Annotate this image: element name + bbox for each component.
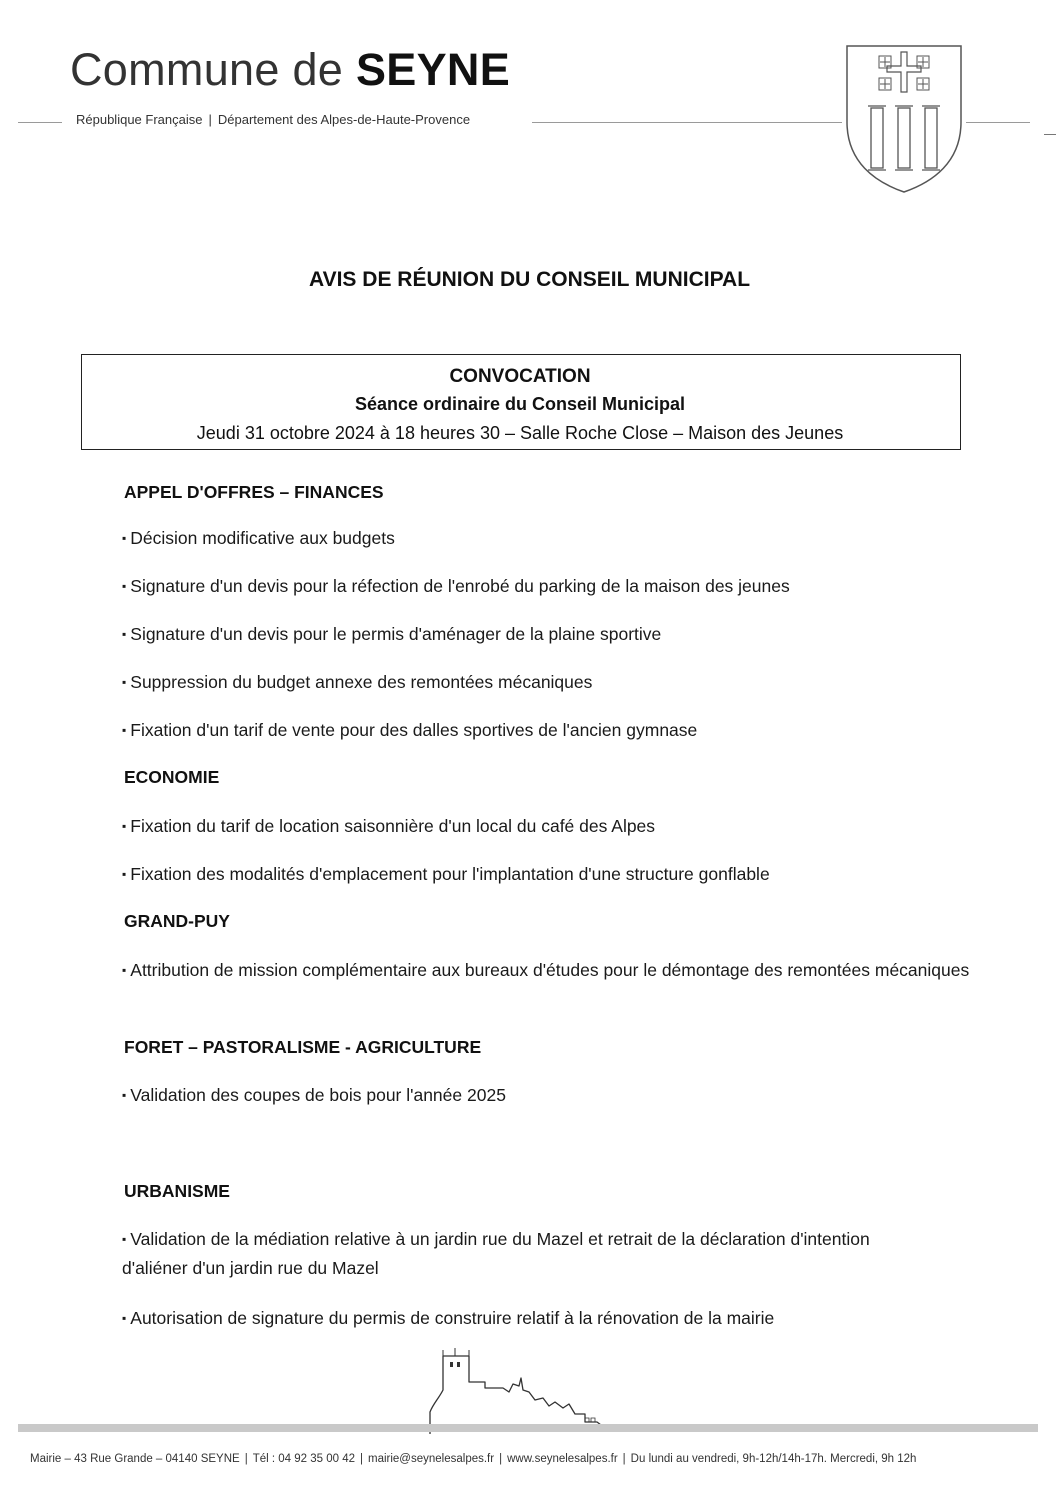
agenda-item: ▪ Fixation des modalités d'emplacement pour l'implantation d'une structure gonflable xyxy=(122,864,770,884)
convocation-title: CONVOCATION xyxy=(449,366,591,387)
agenda-item: ▪ Validation de la médiation relative à un jardin rue du Mazel et retrait de la déclaration d'intention d'aliéner d'un jardin rue du Mazel xyxy=(122,1229,870,1278)
bullet-icon: ▪ xyxy=(122,1311,127,1325)
commune-name: SEYNE xyxy=(355,44,511,95)
bullet-icon: ▪ xyxy=(122,627,127,641)
convocation-subtitle: Séance ordinaire du Conseil Municipal xyxy=(354,394,686,414)
coat-of-arms-icon xyxy=(843,42,965,194)
page-title: AVIS DE RÉUNION DU CONSEIL MUNICIPAL xyxy=(308,268,751,291)
agenda-item: ▪ Autorisation de signature du permis de construire relatif à la rénovation de la mairie xyxy=(122,1308,775,1328)
departement-label: Département des Alpes-de-Haute-Provence xyxy=(217,112,471,127)
footer-contact: Mairie – 43 Rue Grande – 04140 SEYNE | Tél : 04 92 35 00 42 | mairie@seynelesalpes.fr | www.seynelesalpes.fr | Du lundi au vendredi, 9h-12h/14h-17h. Mercredi, 9h 12h xyxy=(30,1453,917,1465)
commune-prefix: Commune de xyxy=(70,44,344,95)
agenda-item: ▪ Signature d'un devis pour le permis d'aménager de la plaine sportive xyxy=(122,624,662,644)
section-heading: APPEL D'OFFRES – FINANCES xyxy=(124,482,384,502)
bullet-icon: ▪ xyxy=(122,723,127,737)
bullet-icon: ▪ xyxy=(122,1232,127,1246)
bullet-icon: ▪ xyxy=(122,963,127,977)
commune-title xyxy=(70,44,510,96)
convocation-details: Jeudi 31 octobre 2024 à 18 heures 30 – Salle Roche Close – Maison des Jeunes xyxy=(196,423,844,443)
edge-mark xyxy=(1044,134,1056,135)
bullet-icon: ▪ xyxy=(122,867,127,881)
agenda-item: ▪ Validation des coupes de bois pour l'année 2025 xyxy=(122,1085,506,1105)
section-heading: FORET – PASTORALISME - AGRICULTURE xyxy=(124,1037,482,1057)
footer-website[interactable]: www.seynelesalpes.fr xyxy=(507,1453,618,1465)
agenda-item: ▪ Signature d'un devis pour la réfection de l'enrobé du parking de la maison des jeunes xyxy=(122,576,790,596)
header-rule-left xyxy=(18,122,62,123)
header-separator: | xyxy=(208,112,212,127)
section-heading: GRAND-PUY xyxy=(124,911,230,931)
bullet-icon: ▪ xyxy=(122,675,127,689)
agenda-item: ▪ Attribution de mission complémentaire aux bureaux d'études pour le démontage des remontées mécaniques xyxy=(122,960,970,980)
header-rule-far xyxy=(966,122,1030,123)
header-subline xyxy=(76,112,470,127)
footer-hours: Du lundi au vendredi, 9h-12h/14h-17h. Mercredi, 9h 12h xyxy=(630,1453,917,1465)
footer-bar xyxy=(18,1424,1038,1432)
agenda-item: ▪ Fixation du tarif de location saisonnière d'un local du café des Alpes xyxy=(122,816,656,836)
footer-email[interactable]: mairie@seynelesalpes.fr xyxy=(368,1453,495,1465)
bullet-icon: ▪ xyxy=(122,819,127,833)
header-rule-right xyxy=(532,122,842,123)
agenda-item: ▪ Décision modificative aux budgets xyxy=(122,528,395,548)
bullet-icon: ▪ xyxy=(122,531,127,545)
bullet-icon: ▪ xyxy=(122,579,127,593)
section-heading: URBANISME xyxy=(124,1181,230,1201)
footer-address: Mairie – 43 Rue Grande – 04140 SEYNE xyxy=(30,1453,240,1465)
agenda-item: ▪ Fixation d'un tarif de vente pour des dalles sportives de l'ancien gymnase xyxy=(122,720,698,740)
bullet-icon: ▪ xyxy=(122,1088,127,1102)
footer-phone: Tél : 04 92 35 00 42 xyxy=(252,1453,355,1465)
republic-label: République Française xyxy=(76,112,203,127)
castle-tower-icon xyxy=(425,1342,615,1434)
section-heading: ECONOMIE xyxy=(124,767,220,787)
agenda-item: ▪ Suppression du budget annexe des remontées mécaniques xyxy=(122,672,593,692)
